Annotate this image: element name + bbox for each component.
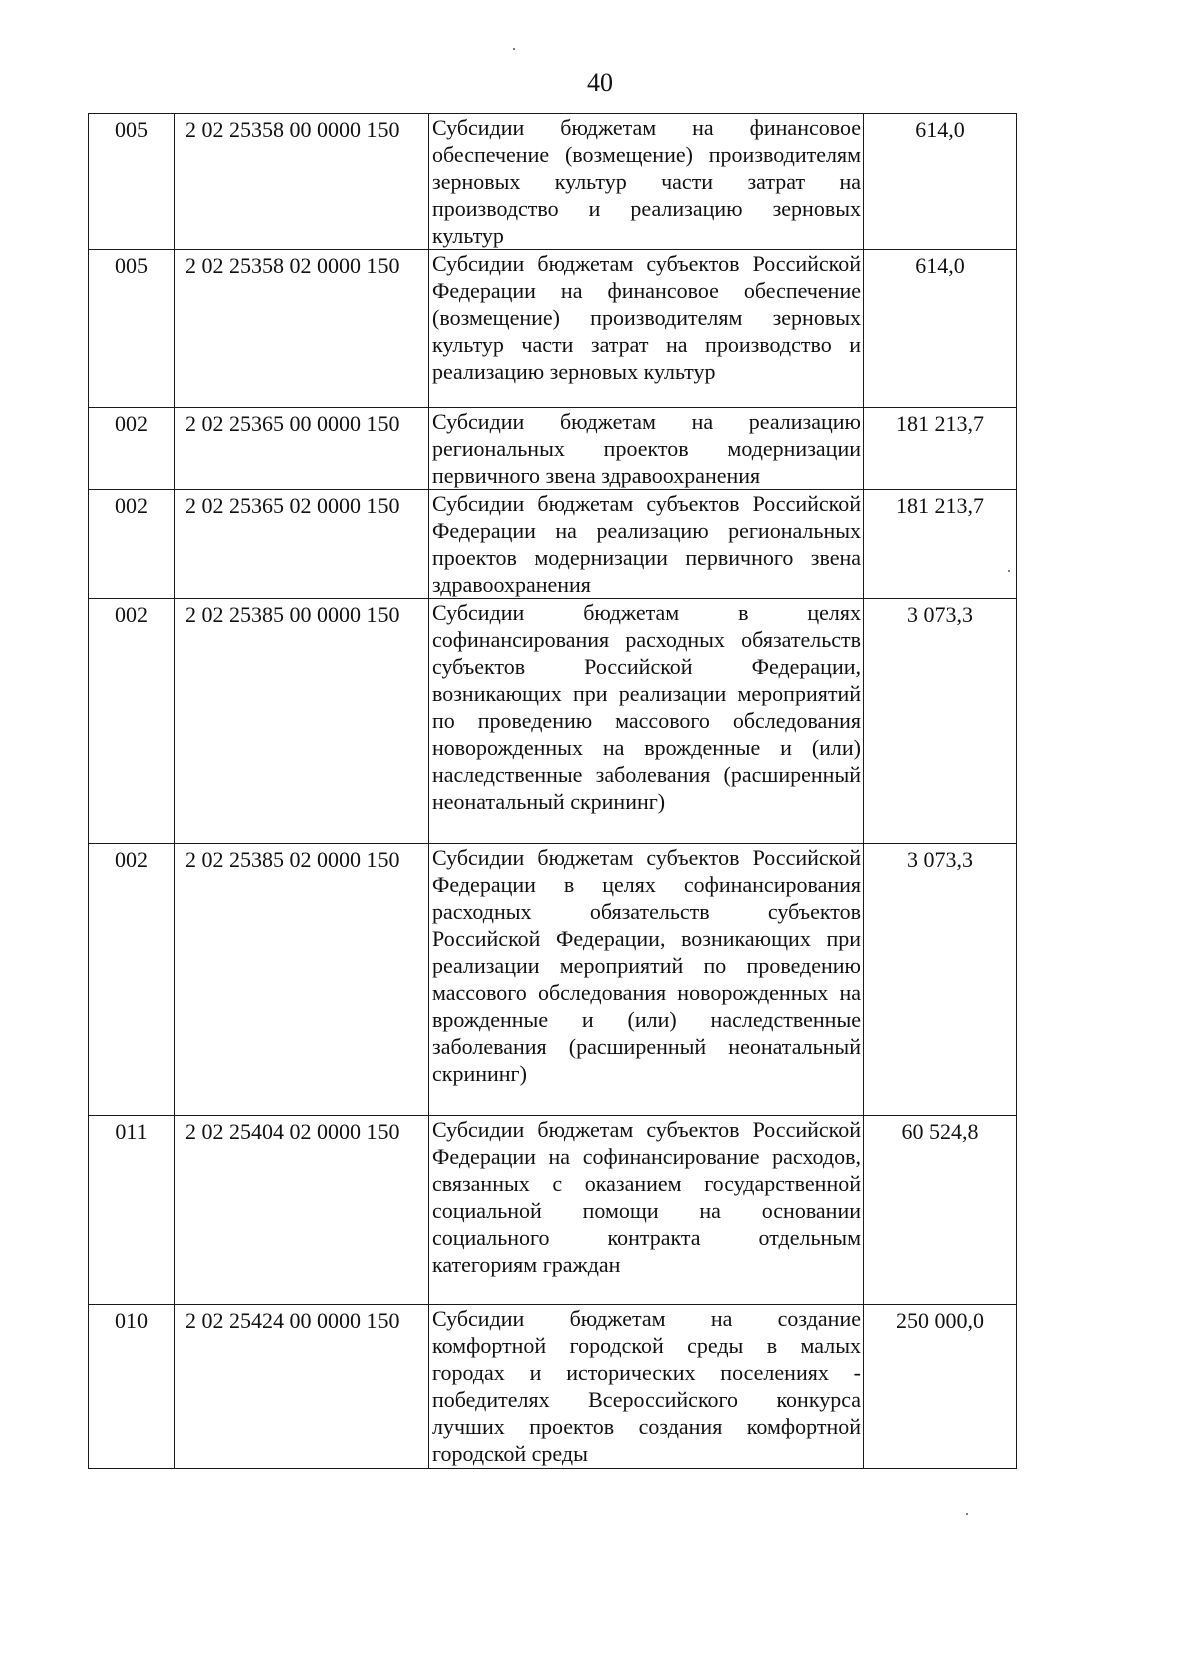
budget-code-cell: 2 02 25404 02 0000 150 [175, 1116, 429, 1305]
description-cell: Субсидии бюджетам на создание комфортной городской среды в малых городах и исторических поселениях - победителях Всероссийского конкурса лучших проектов создания комфортной городской среды [429, 1305, 864, 1469]
table-row [89, 408, 1017, 490]
table-row [89, 599, 1017, 844]
description-cell: Субсидии бюджетам субъектов Российской Федерации на финансовое обеспечение (возмещение) производителям зерновых культур части затрат на производство и реализацию зерновых культур [429, 250, 864, 408]
admin-code-cell: 011 [89, 1116, 175, 1305]
budget-code-cell: 2 02 25385 00 0000 150 [175, 599, 429, 844]
admin-code-cell: 002 [89, 408, 175, 490]
description-cell: Субсидии бюджетам субъектов Российской Федерации в целях софинансирования расходных обязательств субъектов Российской Федерации, возникающих при реализации мероприятий по проведению массового обследования новорожденных на врожденные и (или) наследственные заболевания (расширенный неонатальный скрининг) [429, 844, 864, 1116]
table-row [89, 490, 1017, 599]
budget-code-cell: 2 02 25358 00 0000 150 [175, 114, 429, 250]
page-number: 40 [587, 68, 613, 97]
table-row [89, 114, 1017, 250]
budget-code-cell: 2 02 25424 00 0000 150 [175, 1305, 429, 1469]
budget-revenue-table [88, 113, 1017, 1469]
amount-cell: 614,0 [864, 114, 1017, 250]
table-row [89, 1305, 1017, 1469]
amount-cell: 250 000,0 [864, 1305, 1017, 1469]
admin-code-cell: 002 [89, 599, 175, 844]
amount-cell: 614,0 [864, 250, 1017, 408]
budget-code-cell: 2 02 25365 02 0000 150 [175, 490, 429, 599]
budget-code-cell: 2 02 25385 02 0000 150 [175, 844, 429, 1116]
description-cell: Субсидии бюджетам субъектов Российской Федерации на софинансирование расходов, связанных с оказанием государственной социальной помощи на основании социального контракта отдельным категориям граждан [429, 1116, 864, 1305]
admin-code-cell: 002 [89, 844, 175, 1116]
description-cell: Субсидии бюджетам субъектов Российской Федерации на реализацию региональных проектов модернизации первичного звена здравоохранения [429, 490, 864, 599]
amount-cell: 181 213,7 [864, 408, 1017, 490]
admin-code-cell: 010 [89, 1305, 175, 1469]
admin-code-cell: 005 [89, 114, 175, 250]
description-cell: Субсидии бюджетам на реализацию региональных проектов модернизации первичного звена здравоохранения [429, 408, 864, 490]
scan-speck [513, 48, 515, 50]
scan-speck [1008, 570, 1010, 572]
admin-code-cell: 002 [89, 490, 175, 599]
amount-cell: 60 524,8 [864, 1116, 1017, 1305]
description-cell: Субсидии бюджетам на финансовое обеспечение (возмещение) производителям зерновых культур части затрат на производство и реализацию зерновых культур [429, 114, 864, 250]
table-row [89, 1116, 1017, 1305]
amount-cell: 181 213,7 [864, 490, 1017, 599]
amount-cell: 3 073,3 [864, 599, 1017, 844]
scan-speck [966, 1513, 968, 1515]
admin-code-cell: 005 [89, 250, 175, 408]
budget-code-cell: 2 02 25365 00 0000 150 [175, 408, 429, 490]
description-cell: Субсидии бюджетам в целях софинансирования расходных обязательств субъектов Российской Федерации, возникающих при реализации мероприятий по проведению массового обследования новорожденных на врожденные и (или) наследственные заболевания (расширенный неонатальный скрининг) [429, 599, 864, 844]
table-row [89, 844, 1017, 1116]
table-row [89, 250, 1017, 408]
budget-code-cell: 2 02 25358 02 0000 150 [175, 250, 429, 408]
amount-cell: 3 073,3 [864, 844, 1017, 1116]
